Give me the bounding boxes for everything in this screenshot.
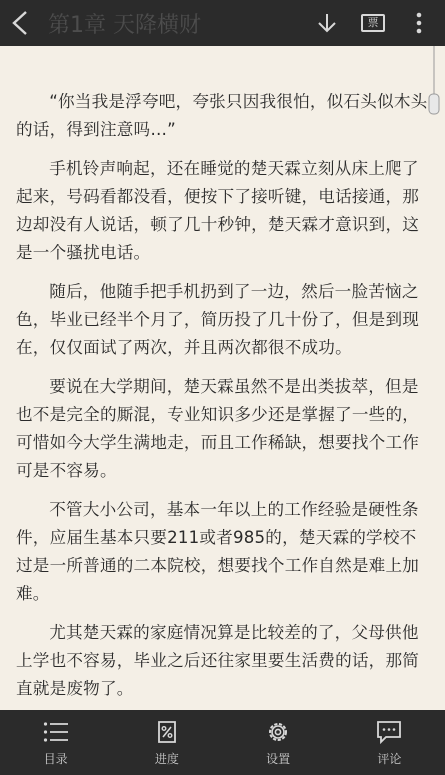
tab-settings[interactable] — [233, 718, 323, 767]
ticket-icon: 票 — [361, 14, 385, 32]
tab-progress[interactable] — [122, 718, 212, 767]
paragraph: 随后，他随手把手机扔到了一边，然后一脸苦恼之色，毕业已经半个月了，简历投了几十份了，但是到现在，仅仅面试了两次，并且两次都很不成功。 — [16, 282, 420, 357]
paragraph: “你当我是浮夸吧，夸张只因我很怕，似石头似木头的话，得到注意吗…” — [16, 92, 428, 139]
chapter-title: 第1章 天降横财 — [48, 12, 201, 38]
more-icon — [415, 11, 423, 35]
reading-content[interactable] — [0, 46, 445, 710]
tab-label: 评论 — [377, 752, 402, 766]
tab-label: 目录 — [43, 752, 68, 766]
back-button[interactable] — [0, 0, 40, 46]
catalog-icon — [43, 721, 69, 743]
paragraph: 尤其楚天霖的家庭情况算是比较差的了，父母供他上学也不容易，毕业之后还往家里要生活费的话，那简直就是废物了。 — [16, 623, 420, 698]
back-arrow-icon — [11, 10, 29, 36]
paragraph: 要说在大学期间，楚天霖虽然不是出类拔萃，但是也不是完全的厮混，专业知识多少还是掌握了一些的，可惜如今大学生满地走，而且工作稀缺，想要找个工作可是不容易。 — [16, 377, 420, 480]
settings-gear-icon — [265, 719, 291, 745]
ticket-button[interactable] — [353, 0, 393, 46]
download-button[interactable] — [307, 0, 347, 46]
tab-label: 设置 — [266, 752, 291, 766]
tab-comments[interactable] — [344, 718, 434, 767]
tab-catalog[interactable] — [11, 718, 101, 767]
paragraph: 不管大小公司，基本一年以上的工作经验是硬性条件，应届生基本只要211或者985的，楚天霖的学校不过是一所普通的二本院校，想要找个工作自然是难上加难。 — [16, 500, 420, 603]
bottom-toolbar — [0, 710, 445, 775]
download-icon — [315, 11, 339, 35]
paragraph: 手机铃声响起，还在睡觉的楚天霖立刻从床上爬了起来，号码看都没看，便按下了接听键，电话接通，那边却没有人说话，顿了几十秒钟，楚天霖才意识到，这是一个骚扰电话。 — [16, 159, 420, 262]
top-toolbar — [0, 0, 445, 46]
more-button[interactable] — [399, 0, 439, 46]
comment-icon — [376, 720, 402, 744]
tab-label: 进度 — [154, 752, 179, 766]
progress-icon — [155, 720, 179, 744]
